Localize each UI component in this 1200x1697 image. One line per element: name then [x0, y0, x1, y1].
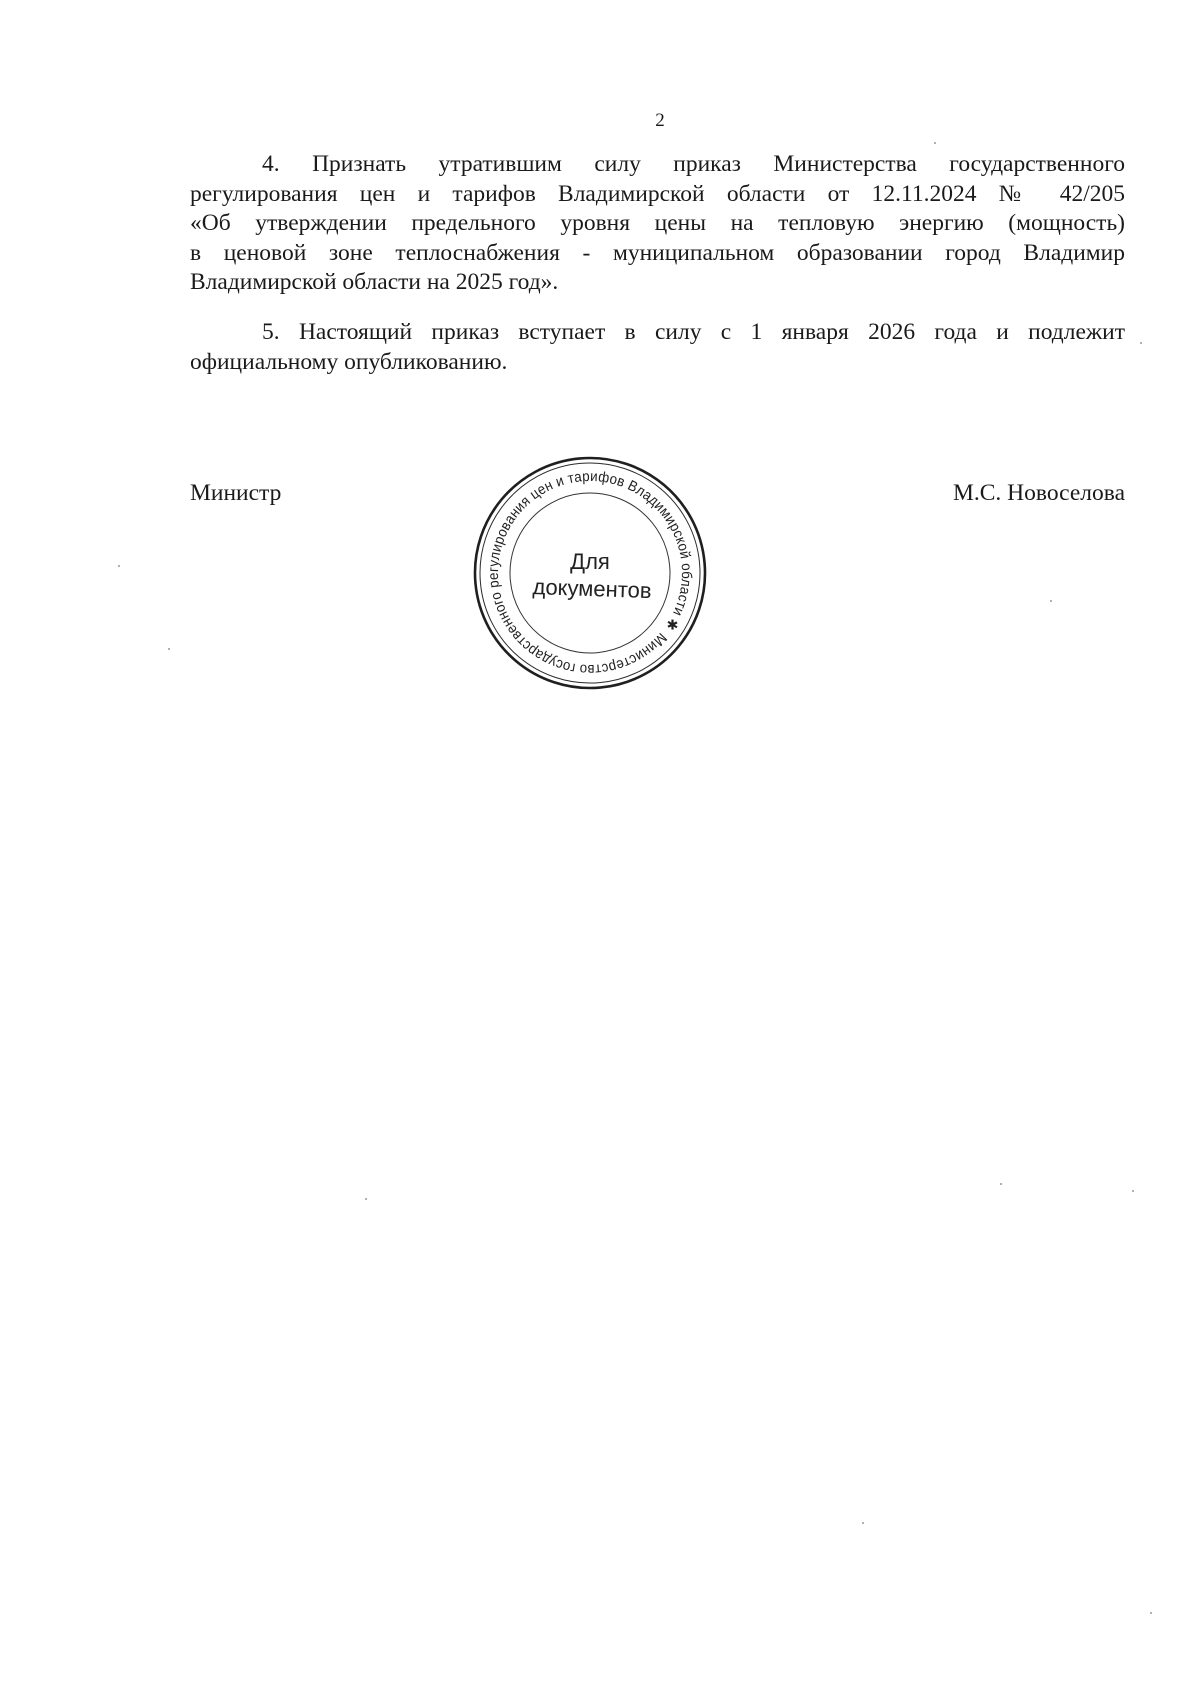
paragraph-line: регулирования цен и тарифов Владимирской области от 12.11.2024 № 42/205 — [190, 180, 1125, 207]
scan-speck — [862, 1522, 864, 1524]
official-stamp — [472, 455, 708, 691]
stamp-seal-icon — [472, 455, 708, 691]
scan-speck — [168, 648, 170, 650]
scan-speck — [934, 142, 936, 144]
paragraph-line: 5. Настоящий приказ вступает в силу с 1 января 2026 года и подлежит — [262, 319, 1125, 345]
paragraph-line: в ценовой зоне теплоснабжения - муниципальном образовании город Владимир — [190, 239, 1125, 266]
stamp-center-line-2: документов — [532, 574, 652, 604]
paragraph-line: Владимирской области на 2025 год». — [190, 269, 559, 295]
signatory-title: Министр — [190, 480, 282, 506]
scan-speck — [1140, 342, 1142, 344]
scan-speck — [118, 565, 120, 567]
stamp-ring-text: Министерство государственного регулирования цен и тарифов Владимирской области ✱ — [485, 468, 695, 678]
stamp-center-line-1: Для — [570, 549, 610, 574]
paragraph-5 — [190, 318, 1125, 377]
scan-speck — [365, 1198, 367, 1200]
paragraph-line: официальному опубликованию. — [190, 348, 508, 375]
scan-speck — [1150, 1612, 1152, 1614]
scan-speck — [1050, 600, 1052, 602]
paragraph-line: 4. Признать утратившим силу приказ Министерства государственного — [262, 151, 1125, 177]
page-number: 2 — [655, 110, 665, 131]
paragraph-line: «Об утверждении предельного уровня цены на тепловую энергию (мощность) — [190, 210, 1125, 236]
paragraph-4 — [190, 150, 1125, 298]
scan-speck — [1000, 1183, 1002, 1185]
signatory-name: М.С. Новоселова — [952, 480, 1125, 506]
scan-speck — [1132, 1190, 1134, 1192]
